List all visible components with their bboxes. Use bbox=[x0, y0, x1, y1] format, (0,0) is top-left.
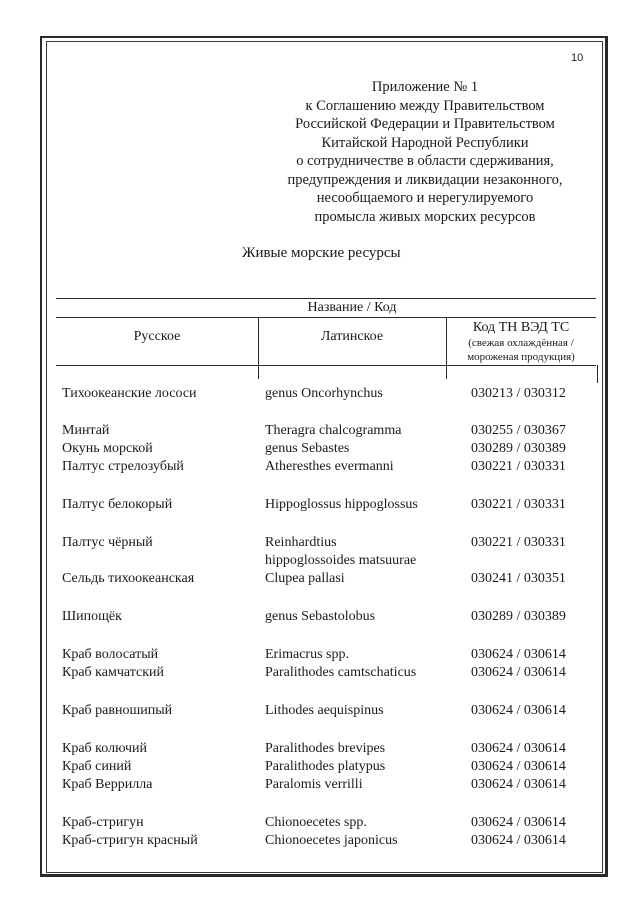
russian-name: Краб Веррилла bbox=[62, 777, 153, 792]
page-number: 10 bbox=[571, 52, 584, 64]
code-header-subtitle: (свежая охлаждённая / bbox=[468, 337, 574, 349]
russian-name: Палтус чёрный bbox=[62, 535, 153, 550]
table-row bbox=[62, 553, 582, 571]
tn-ved-code: 030624 / 030614 bbox=[471, 703, 566, 718]
latin-name: Atheresthes evermanni bbox=[265, 459, 394, 474]
table-row bbox=[62, 665, 582, 683]
table-row bbox=[62, 571, 582, 589]
latin-name: Paralithodes brevipes bbox=[265, 741, 386, 756]
tn-ved-code: 030624 / 030614 bbox=[471, 665, 566, 680]
table-row bbox=[62, 703, 582, 721]
russian-name: Тихоокеанские лососи bbox=[62, 386, 197, 401]
table-row bbox=[62, 759, 582, 777]
tn-ved-code: 030255 / 030367 bbox=[471, 423, 566, 438]
tn-ved-code: 030289 / 030389 bbox=[471, 609, 566, 624]
tn-ved-code: 030624 / 030614 bbox=[471, 741, 566, 756]
tn-ved-code: 030624 / 030614 bbox=[471, 777, 566, 792]
tn-ved-code: 030241 / 030351 bbox=[471, 571, 566, 586]
russian-name: Краб-стригун красный bbox=[62, 833, 198, 848]
code-header-title: Код ТН ВЭД ТС bbox=[472, 320, 570, 335]
table-row bbox=[62, 833, 582, 851]
latin-name: Chionoecetes japonicus bbox=[265, 833, 398, 848]
latin-name: genus Sebastes bbox=[265, 441, 350, 456]
latin-name: Hippoglossus hippoglossus bbox=[265, 497, 418, 512]
tn-ved-code: 030624 / 030614 bbox=[471, 815, 566, 830]
latin-name: Paralithodes camtschaticus bbox=[265, 665, 417, 680]
russian-name: Палтус белокорый bbox=[62, 497, 173, 512]
latin-name: Clupea pallasi bbox=[265, 571, 345, 586]
latin-name: Paralomis verrilli bbox=[265, 777, 363, 792]
russian-name: Краб синий bbox=[62, 759, 132, 774]
appendix-line: несообщаемого и нерегулируемого bbox=[316, 190, 534, 206]
russian-name: Палтус стрелозубый bbox=[62, 459, 184, 474]
appendix-line: Российской Федерации и Правительством bbox=[295, 116, 555, 132]
column-divider bbox=[258, 317, 259, 379]
russian-name: Краб колючий bbox=[62, 741, 148, 756]
table-row bbox=[62, 815, 582, 833]
table-top-rule bbox=[56, 298, 596, 299]
table-row bbox=[62, 497, 582, 515]
russian-name: Краб-стригун bbox=[62, 815, 144, 830]
table-row bbox=[62, 535, 582, 553]
russian-name: Сельдь тихоокеанская bbox=[62, 571, 195, 586]
tn-ved-code: 030221 / 030331 bbox=[471, 497, 566, 512]
column-header-code bbox=[446, 320, 596, 364]
appendix-line: промысла живых морских ресурсов bbox=[314, 208, 536, 225]
russian-name: Окунь морской bbox=[62, 441, 153, 456]
column-header-latin: Латинское bbox=[320, 329, 384, 344]
latin-name: Reinhardtius bbox=[265, 535, 337, 550]
russian-name: Минтай bbox=[62, 423, 110, 438]
appendix-line: о сотрудничестве в области сдерживания, bbox=[296, 153, 554, 169]
russian-name: Краб равношипый bbox=[62, 703, 173, 718]
tn-ved-code: 030289 / 030389 bbox=[471, 441, 566, 456]
group-header: Название / Код bbox=[307, 300, 397, 315]
appendix-heading bbox=[270, 78, 580, 226]
table-row bbox=[62, 777, 582, 795]
tn-ved-code: 030221 / 030331 bbox=[471, 535, 566, 550]
table-row bbox=[62, 441, 582, 459]
latin-name: hippoglossoides matsuurae bbox=[265, 553, 417, 568]
table-row bbox=[62, 609, 582, 627]
appendix-line: предупреждения и ликвидации незаконного, bbox=[287, 171, 563, 188]
appendix-line: Приложение № 1 bbox=[371, 79, 479, 95]
table-header-bottom-rule bbox=[56, 365, 596, 366]
column-divider bbox=[597, 365, 598, 383]
latin-name: genus Sebastolobus bbox=[265, 609, 376, 624]
latin-name: Theragra chalcogramma bbox=[265, 423, 402, 438]
tn-ved-code: 030213 / 030312 bbox=[471, 386, 566, 401]
latin-name: Lithodes aequispinus bbox=[265, 703, 384, 718]
table-row bbox=[62, 386, 582, 404]
tn-ved-code: 030624 / 030614 bbox=[471, 647, 566, 662]
tn-ved-code: 030624 / 030614 bbox=[471, 759, 566, 774]
russian-name: Краб камчатский bbox=[62, 665, 165, 680]
appendix-line: к Соглашению между Правительством bbox=[305, 97, 545, 114]
latin-name: Paralithodes platypus bbox=[265, 759, 386, 774]
table-row bbox=[62, 647, 582, 665]
russian-name: Краб волосатый bbox=[62, 647, 159, 662]
tn-ved-code: 030221 / 030331 bbox=[471, 459, 566, 474]
table-row bbox=[62, 741, 582, 759]
table-row bbox=[62, 423, 582, 441]
code-header-subtitle: мороженая продукция) bbox=[467, 351, 575, 363]
latin-name: Chionoecetes spp. bbox=[265, 815, 367, 830]
document-title: Живые морские ресурсы bbox=[242, 245, 401, 261]
appendix-line: Китайской Народной Республики bbox=[321, 134, 529, 151]
latin-name: genus Oncorhynchus bbox=[265, 386, 383, 401]
russian-name: Шипощёк bbox=[62, 609, 122, 624]
table-row bbox=[62, 459, 582, 477]
table-subheader-rule bbox=[56, 317, 596, 318]
latin-name: Erimacrus spp. bbox=[265, 647, 349, 662]
tn-ved-code: 030624 / 030614 bbox=[471, 833, 566, 848]
column-header-russian: Русское bbox=[133, 329, 181, 344]
